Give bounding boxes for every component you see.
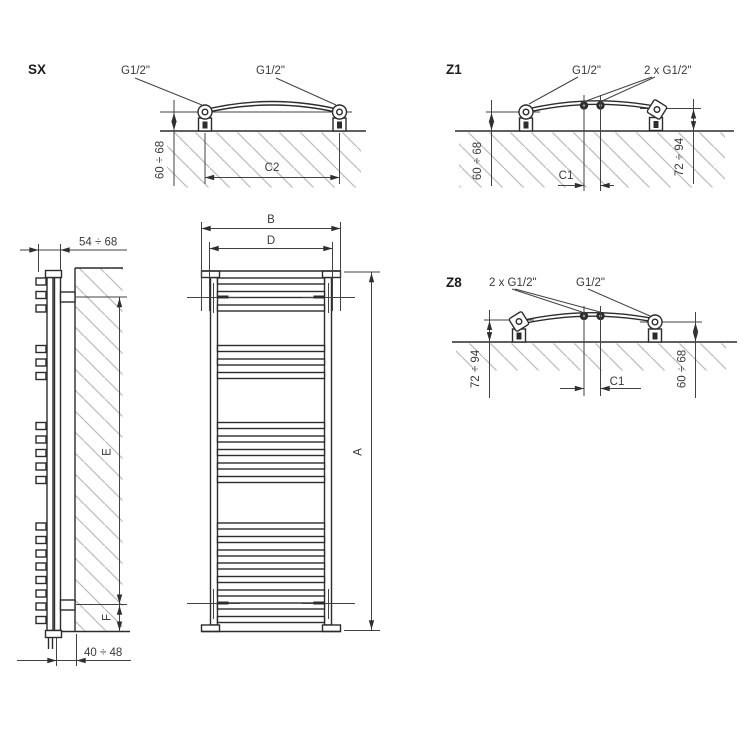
rung (218, 477, 325, 483)
z1-wall-offset-right-dim: 72 ÷ 94 (674, 137, 686, 177)
z1-conn-spacing-dim: C1 (558, 170, 574, 182)
front-overall-height-dim: A (352, 448, 365, 456)
sx-view-title: SX (28, 62, 47, 77)
sx-conn-right-label: G1/2" (256, 65, 286, 77)
arrow-left (202, 226, 211, 231)
valve-fitting-icon (333, 105, 347, 119)
arrow-up (489, 113, 494, 122)
rung (218, 373, 325, 379)
rung (218, 450, 325, 456)
rung (218, 550, 325, 556)
front-overall-width-dim: B (267, 214, 275, 226)
leader-line (135, 78, 202, 105)
collector-cap (323, 625, 341, 632)
wall-hatch (76, 269, 123, 632)
leader-line (276, 78, 336, 105)
leader-line (529, 77, 578, 104)
collector-tube (325, 278, 332, 626)
side-profile-view (17, 237, 131, 667)
z8-view-title: Z8 (446, 275, 462, 290)
arrow-down (369, 620, 374, 629)
rung-end (36, 346, 46, 353)
leader-line (515, 289, 600, 312)
collector-cap (202, 271, 220, 278)
arrow-up (369, 273, 374, 282)
collector-cap (323, 271, 341, 278)
rung-end (36, 278, 46, 285)
arrow-left (61, 247, 70, 252)
z8-wall-offset-right-dim: 60 ÷ 68 (676, 349, 689, 389)
valve-fitting-icon (648, 315, 662, 329)
arrow-right (323, 246, 332, 251)
rung-end (36, 423, 46, 430)
leader-line (512, 289, 582, 312)
z1-connection-view (446, 62, 734, 191)
bracket-anchor (517, 333, 522, 340)
rung-end (36, 563, 46, 570)
arrow-up (171, 113, 176, 122)
rung (218, 523, 325, 529)
rung-end (36, 523, 46, 530)
collector-tube (211, 278, 218, 626)
z8-conn-spacing-dim: C1 (609, 376, 625, 388)
z8-wall-offset-left-dim: 72 ÷ 94 (470, 349, 482, 389)
leader-line (602, 77, 655, 101)
mounting-bracket (61, 600, 76, 610)
rung (218, 359, 325, 365)
arrow-up (487, 321, 492, 330)
z1-conn-center-label: 2 x G1/2" (644, 65, 692, 77)
bracket-anchor (654, 121, 659, 128)
side-bracket-bottom-dim: F (101, 613, 114, 622)
valve-fitting-icon (519, 105, 533, 119)
rung-end (36, 477, 46, 484)
arrow-down (691, 121, 696, 130)
rung-end (36, 373, 46, 380)
rung (218, 577, 325, 583)
side-depth-dim: 54 ÷ 68 (79, 236, 118, 249)
rung (218, 436, 325, 442)
arrow-left (210, 246, 219, 251)
sx-conn-left-label: G1/2" (121, 65, 151, 77)
rung (218, 423, 325, 429)
rung-end (36, 359, 46, 366)
arrow-down (171, 121, 176, 130)
side-pipe-wall-dim: 40 ÷ 48 (84, 647, 123, 659)
z8-connection-view (446, 275, 737, 398)
rung-end (36, 550, 46, 557)
tilted-valve-icon (647, 99, 668, 120)
rung (218, 617, 325, 623)
arrow-right (331, 226, 340, 231)
rung (218, 563, 325, 569)
arrow-right (47, 658, 56, 663)
sx-conn-spacing-dim: C2 (264, 162, 280, 174)
front-view (187, 214, 380, 632)
rung (218, 463, 325, 469)
leader-line (588, 289, 650, 316)
side-bracket-top-dim: E (101, 448, 114, 456)
rung (218, 305, 325, 311)
rung-end (36, 463, 46, 470)
front-pipe-spacing-dim: D (266, 235, 276, 247)
collector-cap (46, 631, 62, 638)
z1-wall-offset-left-dim: 60 ÷ 68 (472, 141, 484, 181)
arrow-right (575, 386, 584, 391)
rung-end (36, 305, 46, 312)
rung (218, 292, 325, 298)
collector-tube-profile (47, 278, 53, 631)
rung-end (36, 590, 46, 597)
sx-connection-view (28, 62, 366, 188)
rung-end (36, 450, 46, 457)
rung-end (36, 292, 46, 299)
rung-end (36, 617, 46, 624)
collector-cap (46, 271, 62, 278)
arrow-up (693, 323, 698, 332)
rung-profile-group (36, 278, 46, 624)
collector-cap (202, 625, 220, 632)
collector-tube-profile (55, 278, 61, 631)
tilted-valve-icon (509, 311, 530, 332)
rung (218, 537, 325, 543)
z1-view-title: Z1 (446, 62, 462, 77)
arrow-down (487, 332, 492, 341)
leader-line (586, 77, 652, 101)
rung (218, 590, 325, 596)
valve-fitting-icon (198, 105, 212, 119)
rung (218, 346, 325, 352)
rung-end (36, 577, 46, 584)
bracket-anchor (524, 122, 529, 129)
rung-end (36, 436, 46, 443)
bracket-mark (218, 602, 229, 605)
arrow-down (489, 121, 494, 130)
arrow-up (691, 109, 696, 118)
rung (218, 278, 325, 284)
arrow-down (693, 332, 698, 341)
rung-group (218, 278, 325, 623)
rung-end (36, 537, 46, 544)
z1-conn-side-label: G1/2" (572, 65, 602, 77)
rung-end (36, 603, 46, 610)
bracket-mark (314, 296, 325, 299)
bracket-mark (218, 296, 229, 299)
z8-conn-side-label: G1/2" (576, 277, 606, 289)
mounting-bracket (61, 292, 76, 302)
bracket-mark (314, 602, 325, 605)
sx-wall-offset-dim: 60 ÷ 68 (154, 140, 167, 180)
bracket-anchor (653, 333, 658, 340)
z8-conn-center-label: 2 x G1/2" (489, 277, 537, 289)
arrow-left (601, 386, 610, 391)
bracket-anchor (203, 122, 208, 129)
arrow-right (29, 247, 38, 252)
bracket-anchor (337, 122, 342, 129)
